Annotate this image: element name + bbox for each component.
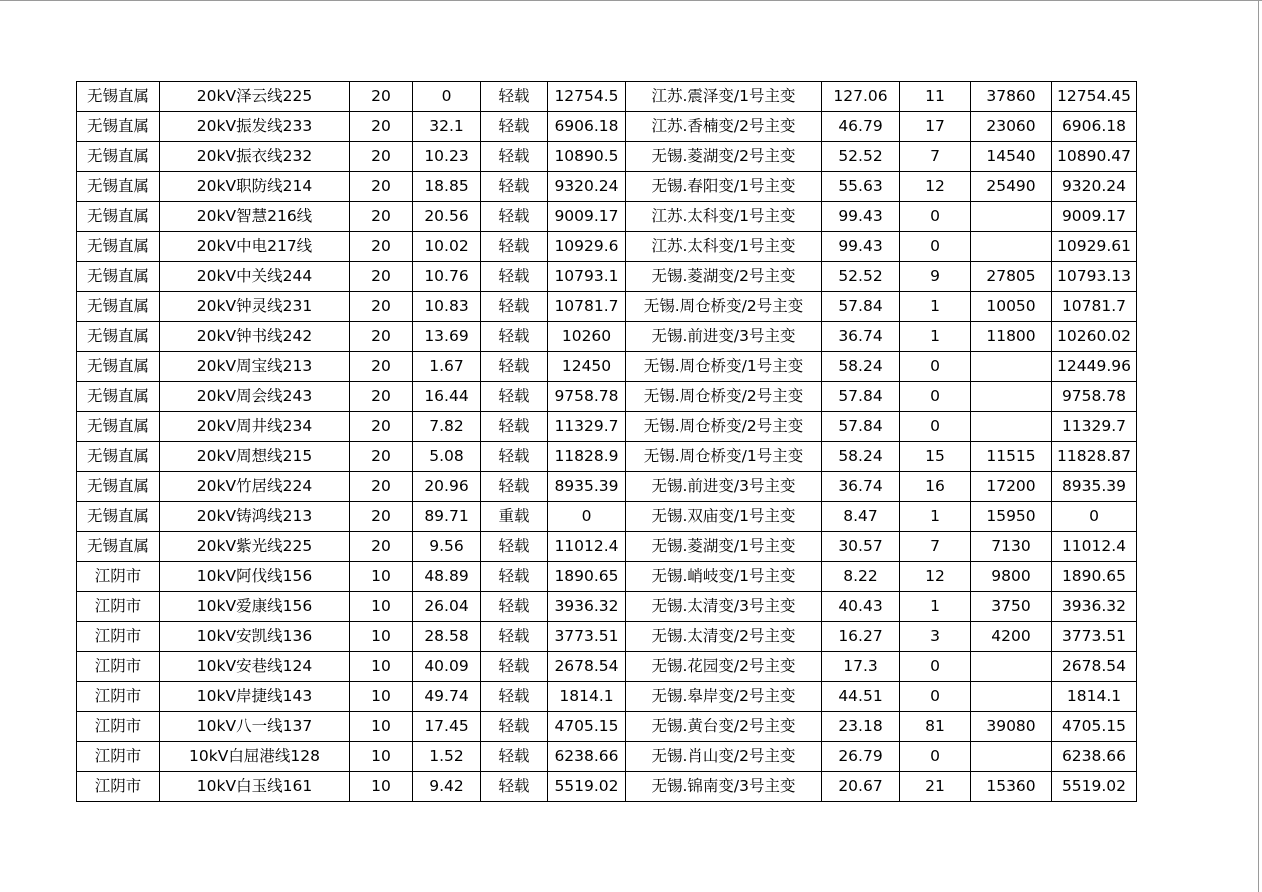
capacity-total-cell bbox=[971, 682, 1052, 712]
margin-cell: 10793.13 bbox=[1052, 262, 1137, 292]
available-capacity-cell: 1814.1 bbox=[548, 682, 626, 712]
load-rate-cell: 10.23 bbox=[413, 142, 481, 172]
area-cell: 无锡直属 bbox=[77, 142, 160, 172]
area-cell: 无锡直属 bbox=[77, 322, 160, 352]
capacity-total-cell: 10050 bbox=[971, 292, 1052, 322]
substation-transformer-cell: 江苏.香楠变/2号主变 bbox=[626, 112, 822, 142]
substation-transformer-cell: 无锡.春阳变/1号主变 bbox=[626, 172, 822, 202]
voltage-cell: 20 bbox=[350, 472, 413, 502]
margin-cell: 11329.7 bbox=[1052, 412, 1137, 442]
count-cell: 12 bbox=[900, 172, 971, 202]
available-capacity-cell: 4705.15 bbox=[548, 712, 626, 742]
load-rate-cell: 9.42 bbox=[413, 772, 481, 802]
table-row bbox=[77, 232, 1137, 262]
table-row bbox=[77, 772, 1137, 802]
load-rate-cell: 20.56 bbox=[413, 202, 481, 232]
load-status-cell: 轻载 bbox=[481, 772, 548, 802]
load-rate-cell: 16.44 bbox=[413, 382, 481, 412]
feeder-name-cell: 20kV振发线233 bbox=[160, 112, 350, 142]
margin-cell: 6906.18 bbox=[1052, 112, 1137, 142]
feeder-name-cell: 20kV竹居线224 bbox=[160, 472, 350, 502]
count-cell: 11 bbox=[900, 82, 971, 112]
table-row bbox=[77, 172, 1137, 202]
transformer-value-cell: 58.24 bbox=[822, 352, 900, 382]
area-cell: 江阴市 bbox=[77, 622, 160, 652]
available-capacity-cell: 11012.4 bbox=[548, 532, 626, 562]
load-status-cell: 轻载 bbox=[481, 742, 548, 772]
available-capacity-cell: 9758.78 bbox=[548, 382, 626, 412]
voltage-cell: 20 bbox=[350, 412, 413, 442]
load-rate-cell: 1.67 bbox=[413, 352, 481, 382]
voltage-cell: 10 bbox=[350, 742, 413, 772]
feeder-name-cell: 20kV紫光线225 bbox=[160, 532, 350, 562]
voltage-cell: 20 bbox=[350, 232, 413, 262]
capacity-total-cell bbox=[971, 652, 1052, 682]
area-cell: 无锡直属 bbox=[77, 202, 160, 232]
transformer-value-cell: 17.3 bbox=[822, 652, 900, 682]
margin-cell: 10890.47 bbox=[1052, 142, 1137, 172]
transformer-value-cell: 46.79 bbox=[822, 112, 900, 142]
table-row bbox=[77, 352, 1137, 382]
capacity-total-cell: 9800 bbox=[971, 562, 1052, 592]
count-cell: 17 bbox=[900, 112, 971, 142]
transformer-value-cell: 36.74 bbox=[822, 472, 900, 502]
substation-transformer-cell: 无锡.黄台变/2号主变 bbox=[626, 712, 822, 742]
voltage-cell: 10 bbox=[350, 712, 413, 742]
count-cell: 0 bbox=[900, 352, 971, 382]
count-cell: 0 bbox=[900, 682, 971, 712]
transformer-value-cell: 55.63 bbox=[822, 172, 900, 202]
count-cell: 81 bbox=[900, 712, 971, 742]
margin-cell: 12754.45 bbox=[1052, 82, 1137, 112]
load-status-cell: 轻载 bbox=[481, 592, 548, 622]
substation-transformer-cell: 江苏.太科变/1号主变 bbox=[626, 232, 822, 262]
load-status-cell: 重载 bbox=[481, 502, 548, 532]
table-row bbox=[77, 712, 1137, 742]
available-capacity-cell: 0 bbox=[548, 502, 626, 532]
load-status-cell: 轻载 bbox=[481, 82, 548, 112]
load-status-cell: 轻载 bbox=[481, 532, 548, 562]
capacity-total-cell: 15950 bbox=[971, 502, 1052, 532]
feeder-name-cell: 10kV安巷线124 bbox=[160, 652, 350, 682]
load-status-cell: 轻载 bbox=[481, 442, 548, 472]
load-status-cell: 轻载 bbox=[481, 292, 548, 322]
feeder-name-cell: 10kV八一线137 bbox=[160, 712, 350, 742]
capacity-total-cell bbox=[971, 202, 1052, 232]
voltage-cell: 20 bbox=[350, 202, 413, 232]
page-right-border bbox=[1258, 0, 1259, 892]
count-cell: 1 bbox=[900, 592, 971, 622]
voltage-cell: 20 bbox=[350, 142, 413, 172]
table-body bbox=[77, 82, 1137, 802]
load-rate-cell: 10.76 bbox=[413, 262, 481, 292]
margin-cell: 12449.96 bbox=[1052, 352, 1137, 382]
load-rate-cell: 18.85 bbox=[413, 172, 481, 202]
load-status-cell: 轻载 bbox=[481, 262, 548, 292]
transformer-value-cell: 58.24 bbox=[822, 442, 900, 472]
count-cell: 15 bbox=[900, 442, 971, 472]
voltage-cell: 20 bbox=[350, 382, 413, 412]
feeder-name-cell: 10kV安凯线136 bbox=[160, 622, 350, 652]
margin-cell: 5519.02 bbox=[1052, 772, 1137, 802]
margin-cell: 3936.32 bbox=[1052, 592, 1137, 622]
margin-cell: 9009.17 bbox=[1052, 202, 1137, 232]
voltage-cell: 20 bbox=[350, 172, 413, 202]
area-cell: 江阴市 bbox=[77, 772, 160, 802]
voltage-cell: 10 bbox=[350, 652, 413, 682]
voltage-cell: 10 bbox=[350, 592, 413, 622]
voltage-cell: 20 bbox=[350, 322, 413, 352]
voltage-cell: 20 bbox=[350, 112, 413, 142]
available-capacity-cell: 10929.6 bbox=[548, 232, 626, 262]
substation-transformer-cell: 江苏.震泽变/1号主变 bbox=[626, 82, 822, 112]
load-status-cell: 轻载 bbox=[481, 232, 548, 262]
area-cell: 无锡直属 bbox=[77, 112, 160, 142]
table-row bbox=[77, 652, 1137, 682]
capacity-total-cell: 3750 bbox=[971, 592, 1052, 622]
margin-cell: 6238.66 bbox=[1052, 742, 1137, 772]
area-cell: 江阴市 bbox=[77, 742, 160, 772]
feeder-name-cell: 20kV智慧216线 bbox=[160, 202, 350, 232]
margin-cell: 3773.51 bbox=[1052, 622, 1137, 652]
feeder-name-cell: 20kV钟灵线231 bbox=[160, 292, 350, 322]
margin-cell: 0 bbox=[1052, 502, 1137, 532]
transformer-value-cell: 127.06 bbox=[822, 82, 900, 112]
area-cell: 江阴市 bbox=[77, 592, 160, 622]
table-row bbox=[77, 202, 1137, 232]
substation-transformer-cell: 无锡.肖山变/2号主变 bbox=[626, 742, 822, 772]
load-status-cell: 轻载 bbox=[481, 412, 548, 442]
table-row bbox=[77, 412, 1137, 442]
substation-transformer-cell: 无锡.周仓桥变/2号主变 bbox=[626, 292, 822, 322]
voltage-cell: 20 bbox=[350, 292, 413, 322]
load-status-cell: 轻载 bbox=[481, 322, 548, 352]
feeder-name-cell: 20kV中电217线 bbox=[160, 232, 350, 262]
count-cell: 0 bbox=[900, 742, 971, 772]
load-rate-cell: 20.96 bbox=[413, 472, 481, 502]
substation-transformer-cell: 无锡.前进变/3号主变 bbox=[626, 322, 822, 352]
load-rate-cell: 5.08 bbox=[413, 442, 481, 472]
available-capacity-cell: 11329.7 bbox=[548, 412, 626, 442]
feeder-name-cell: 20kV周宝线213 bbox=[160, 352, 350, 382]
available-capacity-cell: 9320.24 bbox=[548, 172, 626, 202]
count-cell: 0 bbox=[900, 412, 971, 442]
table-row bbox=[77, 532, 1137, 562]
substation-transformer-cell: 无锡.前进变/3号主变 bbox=[626, 472, 822, 502]
substation-transformer-cell: 无锡.太清变/3号主变 bbox=[626, 592, 822, 622]
area-cell: 江阴市 bbox=[77, 562, 160, 592]
substation-transformer-cell: 无锡.菱湖变/2号主变 bbox=[626, 142, 822, 172]
load-status-cell: 轻载 bbox=[481, 142, 548, 172]
count-cell: 9 bbox=[900, 262, 971, 292]
substation-transformer-cell: 无锡.太清变/2号主变 bbox=[626, 622, 822, 652]
load-rate-cell: 89.71 bbox=[413, 502, 481, 532]
count-cell: 1 bbox=[900, 292, 971, 322]
load-status-cell: 轻载 bbox=[481, 202, 548, 232]
margin-cell: 9758.78 bbox=[1052, 382, 1137, 412]
table-row bbox=[77, 262, 1137, 292]
count-cell: 7 bbox=[900, 532, 971, 562]
capacity-total-cell: 39080 bbox=[971, 712, 1052, 742]
load-rate-cell: 13.69 bbox=[413, 322, 481, 352]
margin-cell: 11012.4 bbox=[1052, 532, 1137, 562]
available-capacity-cell: 9009.17 bbox=[548, 202, 626, 232]
capacity-total-cell: 7130 bbox=[971, 532, 1052, 562]
transformer-value-cell: 30.57 bbox=[822, 532, 900, 562]
area-cell: 无锡直属 bbox=[77, 262, 160, 292]
area-cell: 江阴市 bbox=[77, 682, 160, 712]
feeder-name-cell: 20kV泽云线225 bbox=[160, 82, 350, 112]
available-capacity-cell: 6906.18 bbox=[548, 112, 626, 142]
available-capacity-cell: 5519.02 bbox=[548, 772, 626, 802]
load-rate-cell: 0 bbox=[413, 82, 481, 112]
table-row bbox=[77, 292, 1137, 322]
margin-cell: 4705.15 bbox=[1052, 712, 1137, 742]
load-rate-cell: 10.02 bbox=[413, 232, 481, 262]
feeder-name-cell: 10kV阿伐线156 bbox=[160, 562, 350, 592]
substation-transformer-cell: 无锡.周仓桥变/2号主变 bbox=[626, 382, 822, 412]
table-row bbox=[77, 82, 1137, 112]
area-cell: 无锡直属 bbox=[77, 412, 160, 442]
load-status-cell: 轻载 bbox=[481, 652, 548, 682]
voltage-cell: 20 bbox=[350, 442, 413, 472]
voltage-cell: 20 bbox=[350, 262, 413, 292]
available-capacity-cell: 10781.7 bbox=[548, 292, 626, 322]
available-capacity-cell: 10793.1 bbox=[548, 262, 626, 292]
transformer-value-cell: 26.79 bbox=[822, 742, 900, 772]
available-capacity-cell: 10260 bbox=[548, 322, 626, 352]
transformer-value-cell: 57.84 bbox=[822, 292, 900, 322]
count-cell: 12 bbox=[900, 562, 971, 592]
available-capacity-cell: 11828.9 bbox=[548, 442, 626, 472]
load-rate-cell: 28.58 bbox=[413, 622, 481, 652]
load-status-cell: 轻载 bbox=[481, 682, 548, 712]
table-row bbox=[77, 472, 1137, 502]
voltage-cell: 20 bbox=[350, 532, 413, 562]
load-rate-cell: 9.56 bbox=[413, 532, 481, 562]
load-rate-cell: 40.09 bbox=[413, 652, 481, 682]
table-row bbox=[77, 742, 1137, 772]
load-rate-cell: 49.74 bbox=[413, 682, 481, 712]
table-row bbox=[77, 622, 1137, 652]
area-cell: 无锡直属 bbox=[77, 232, 160, 262]
voltage-cell: 10 bbox=[350, 622, 413, 652]
area-cell: 无锡直属 bbox=[77, 352, 160, 382]
substation-transformer-cell: 无锡.周仓桥变/1号主变 bbox=[626, 442, 822, 472]
capacity-total-cell: 14540 bbox=[971, 142, 1052, 172]
available-capacity-cell: 1890.65 bbox=[548, 562, 626, 592]
area-cell: 无锡直属 bbox=[77, 472, 160, 502]
feeder-name-cell: 10kV白玉线161 bbox=[160, 772, 350, 802]
load-status-cell: 轻载 bbox=[481, 112, 548, 142]
voltage-cell: 20 bbox=[350, 502, 413, 532]
available-capacity-cell: 3773.51 bbox=[548, 622, 626, 652]
substation-transformer-cell: 无锡.锦南变/3号主变 bbox=[626, 772, 822, 802]
transformer-value-cell: 36.74 bbox=[822, 322, 900, 352]
transformer-value-cell: 20.67 bbox=[822, 772, 900, 802]
capacity-total-cell: 11515 bbox=[971, 442, 1052, 472]
area-cell: 无锡直属 bbox=[77, 532, 160, 562]
substation-transformer-cell: 无锡.皋岸变/2号主变 bbox=[626, 682, 822, 712]
substation-transformer-cell: 无锡.峭岐变/1号主变 bbox=[626, 562, 822, 592]
available-capacity-cell: 3936.32 bbox=[548, 592, 626, 622]
capacity-total-cell: 15360 bbox=[971, 772, 1052, 802]
substation-transformer-cell: 无锡.花园变/2号主变 bbox=[626, 652, 822, 682]
count-cell: 16 bbox=[900, 472, 971, 502]
transformer-value-cell: 99.43 bbox=[822, 202, 900, 232]
substation-transformer-cell: 无锡.周仓桥变/2号主变 bbox=[626, 412, 822, 442]
count-cell: 0 bbox=[900, 232, 971, 262]
transformer-value-cell: 99.43 bbox=[822, 232, 900, 262]
feeder-load-table bbox=[76, 81, 1137, 802]
feeder-name-cell: 20kV铸鸿线213 bbox=[160, 502, 350, 532]
capacity-total-cell bbox=[971, 412, 1052, 442]
transformer-value-cell: 40.43 bbox=[822, 592, 900, 622]
capacity-total-cell: 23060 bbox=[971, 112, 1052, 142]
transformer-value-cell: 44.51 bbox=[822, 682, 900, 712]
area-cell: 江阴市 bbox=[77, 712, 160, 742]
feeder-name-cell: 20kV周会线243 bbox=[160, 382, 350, 412]
available-capacity-cell: 12754.5 bbox=[548, 82, 626, 112]
count-cell: 1 bbox=[900, 322, 971, 352]
load-rate-cell: 7.82 bbox=[413, 412, 481, 442]
table-row bbox=[77, 382, 1137, 412]
capacity-total-cell bbox=[971, 382, 1052, 412]
capacity-total-cell bbox=[971, 232, 1052, 262]
margin-cell: 8935.39 bbox=[1052, 472, 1137, 502]
transformer-value-cell: 52.52 bbox=[822, 142, 900, 172]
capacity-total-cell bbox=[971, 742, 1052, 772]
feeder-name-cell: 20kV周想线215 bbox=[160, 442, 350, 472]
margin-cell: 9320.24 bbox=[1052, 172, 1137, 202]
table-row bbox=[77, 142, 1137, 172]
available-capacity-cell: 8935.39 bbox=[548, 472, 626, 502]
margin-cell: 10781.7 bbox=[1052, 292, 1137, 322]
feeder-name-cell: 20kV周井线234 bbox=[160, 412, 350, 442]
voltage-cell: 20 bbox=[350, 352, 413, 382]
capacity-total-cell: 4200 bbox=[971, 622, 1052, 652]
feeder-name-cell: 20kV钟书线242 bbox=[160, 322, 350, 352]
area-cell: 无锡直属 bbox=[77, 502, 160, 532]
load-rate-cell: 10.83 bbox=[413, 292, 481, 322]
transformer-value-cell: 57.84 bbox=[822, 382, 900, 412]
substation-transformer-cell: 无锡.周仓桥变/1号主变 bbox=[626, 352, 822, 382]
capacity-total-cell bbox=[971, 352, 1052, 382]
table-row bbox=[77, 322, 1137, 352]
margin-cell: 10260.02 bbox=[1052, 322, 1137, 352]
substation-transformer-cell: 无锡.菱湖变/2号主变 bbox=[626, 262, 822, 292]
feeder-name-cell: 10kV岸捷线143 bbox=[160, 682, 350, 712]
load-status-cell: 轻载 bbox=[481, 382, 548, 412]
table-row bbox=[77, 502, 1137, 532]
count-cell: 0 bbox=[900, 382, 971, 412]
page-top-border bbox=[0, 0, 1262, 1]
load-rate-cell: 32.1 bbox=[413, 112, 481, 142]
transformer-value-cell: 23.18 bbox=[822, 712, 900, 742]
voltage-cell: 10 bbox=[350, 682, 413, 712]
substation-transformer-cell: 无锡.双庙变/1号主变 bbox=[626, 502, 822, 532]
available-capacity-cell: 12450 bbox=[548, 352, 626, 382]
margin-cell: 10929.61 bbox=[1052, 232, 1137, 262]
load-status-cell: 轻载 bbox=[481, 562, 548, 592]
area-cell: 无锡直属 bbox=[77, 442, 160, 472]
count-cell: 7 bbox=[900, 142, 971, 172]
transformer-value-cell: 8.47 bbox=[822, 502, 900, 532]
transformer-value-cell: 52.52 bbox=[822, 262, 900, 292]
transformer-value-cell: 16.27 bbox=[822, 622, 900, 652]
margin-cell: 11828.87 bbox=[1052, 442, 1137, 472]
feeder-name-cell: 20kV振衣线232 bbox=[160, 142, 350, 172]
count-cell: 1 bbox=[900, 502, 971, 532]
area-cell: 无锡直属 bbox=[77, 172, 160, 202]
table-row bbox=[77, 682, 1137, 712]
available-capacity-cell: 2678.54 bbox=[548, 652, 626, 682]
table-row bbox=[77, 112, 1137, 142]
transformer-value-cell: 8.22 bbox=[822, 562, 900, 592]
count-cell: 0 bbox=[900, 202, 971, 232]
capacity-total-cell: 17200 bbox=[971, 472, 1052, 502]
table-row bbox=[77, 442, 1137, 472]
substation-transformer-cell: 无锡.菱湖变/1号主变 bbox=[626, 532, 822, 562]
load-rate-cell: 26.04 bbox=[413, 592, 481, 622]
feeder-name-cell: 20kV职防线214 bbox=[160, 172, 350, 202]
load-rate-cell: 48.89 bbox=[413, 562, 481, 592]
area-cell: 无锡直属 bbox=[77, 382, 160, 412]
feeder-name-cell: 10kV白屈港线128 bbox=[160, 742, 350, 772]
transformer-value-cell: 57.84 bbox=[822, 412, 900, 442]
margin-cell: 2678.54 bbox=[1052, 652, 1137, 682]
load-status-cell: 轻载 bbox=[481, 472, 548, 502]
capacity-total-cell: 27805 bbox=[971, 262, 1052, 292]
feeder-name-cell: 10kV爱康线156 bbox=[160, 592, 350, 622]
substation-transformer-cell: 江苏.太科变/1号主变 bbox=[626, 202, 822, 232]
capacity-total-cell: 11800 bbox=[971, 322, 1052, 352]
margin-cell: 1890.65 bbox=[1052, 562, 1137, 592]
table-row bbox=[77, 592, 1137, 622]
load-rate-cell: 1.52 bbox=[413, 742, 481, 772]
margin-cell: 1814.1 bbox=[1052, 682, 1137, 712]
count-cell: 0 bbox=[900, 652, 971, 682]
voltage-cell: 10 bbox=[350, 562, 413, 592]
load-status-cell: 轻载 bbox=[481, 172, 548, 202]
available-capacity-cell: 10890.5 bbox=[548, 142, 626, 172]
feeder-name-cell: 20kV中关线244 bbox=[160, 262, 350, 292]
available-capacity-cell: 6238.66 bbox=[548, 742, 626, 772]
area-cell: 无锡直属 bbox=[77, 82, 160, 112]
capacity-total-cell: 25490 bbox=[971, 172, 1052, 202]
count-cell: 3 bbox=[900, 622, 971, 652]
load-status-cell: 轻载 bbox=[481, 622, 548, 652]
table-row bbox=[77, 562, 1137, 592]
load-status-cell: 轻载 bbox=[481, 352, 548, 382]
area-cell: 无锡直属 bbox=[77, 292, 160, 322]
voltage-cell: 10 bbox=[350, 772, 413, 802]
voltage-cell: 20 bbox=[350, 82, 413, 112]
count-cell: 21 bbox=[900, 772, 971, 802]
area-cell: 江阴市 bbox=[77, 652, 160, 682]
capacity-total-cell: 37860 bbox=[971, 82, 1052, 112]
load-rate-cell: 17.45 bbox=[413, 712, 481, 742]
load-status-cell: 轻载 bbox=[481, 712, 548, 742]
